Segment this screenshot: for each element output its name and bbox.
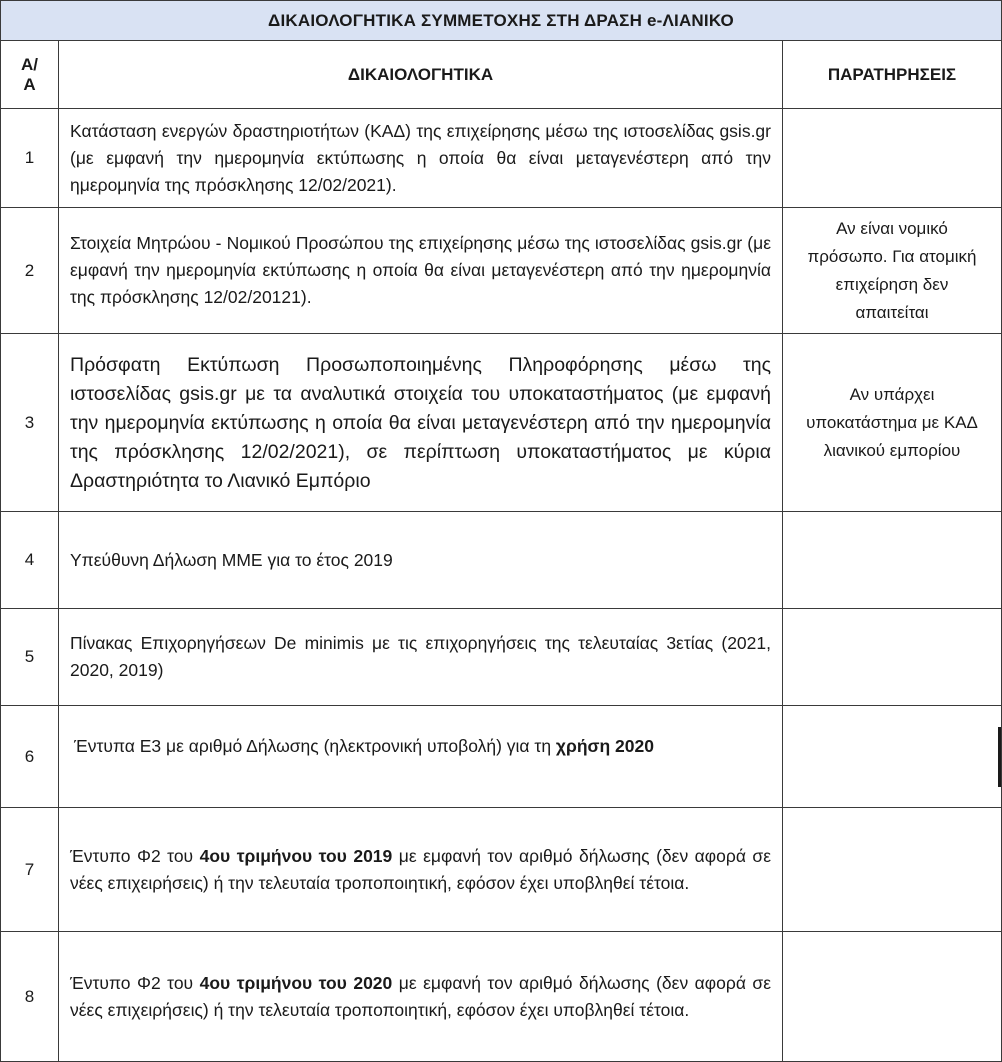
header-remarks: ΠΑΡΑΤΗΡΗΣΕΙΣ (783, 41, 1002, 109)
row-number: 8 (1, 932, 59, 1062)
row-document-text: Υπεύθυνη Δήλωση ΜΜΕ για το έτος 2019 (59, 512, 783, 609)
row-remark (783, 808, 1002, 932)
row-remark (783, 932, 1002, 1062)
table-row (1, 706, 1002, 808)
row-document-text (59, 932, 783, 1062)
row-number: 6 (1, 706, 59, 808)
table-title: ΔΙΚΑΙΟΛΟΓΗΤΙΚΑ ΣΥΜΜΕΤΟΧΗΣ ΣΤΗ ΔΡΑΣΗ e-ΛΙΑΝΙΚΟ (1, 1, 1002, 41)
header-aa (1, 41, 59, 109)
table-row (1, 932, 1002, 1062)
row-document-text (59, 808, 783, 932)
row-remark (783, 109, 1002, 208)
row-remark (783, 609, 1002, 706)
row-remark (783, 512, 1002, 609)
row-document-text: Πρόσφατη Εκτύπωση Προσωποποιημένης Πληροφόρησης μέσω της ιστοσελίδας gsis.gr με τα αναλυτικά στοιχεία του υποκαταστήματος (με εμφανή την ημερομηνία εκτύπωσης η οποία θα είναι μεταγενέστερη από την ημερομηνία της πρόσκλησης 12/02/2021), σε περίπτωση υποκαταστήματος με κύρια Δραστηριότητα το Λιανικό Εμπόριο (59, 334, 783, 512)
header-aa-line2: Α (23, 74, 36, 94)
table-row (1, 208, 1002, 334)
row-document-text: Πίνακας Επιχορηγήσεων De minimis με τις επιχορηγήσεις της τελευταίας 3ετίας (2021, 2020, 2019) (59, 609, 783, 706)
row-remark (783, 706, 1002, 808)
row-number: 5 (1, 609, 59, 706)
row-text-end: με εμφανή τον αριθμό δήλωσης (δεν αφορά σε νέες επιχειρήσεις) ή την τελευταία τροποποιητική, εφόσον έχει υποβληθεί τέτοια. (70, 845, 772, 893)
row-text-emphasis: χρήση 2020 (555, 736, 654, 756)
row-number: 2 (1, 208, 59, 334)
row-text-start: Έντυπα Ε3 με αριθμό Δήλωσης (ηλεκτρονική υποβολή) για τη (74, 736, 556, 756)
header-row (1, 41, 1002, 109)
header-documents: ΔΙΚΑΙΟΛΟΓΗΤΙΚΑ (59, 41, 783, 109)
row-text-end: με εμφανή τον αριθμό δήλωσης (δεν αφορά σε νέες επιχειρήσεις) ή την τελευταία τροποποιητική, εφόσον έχει υποβληθεί τέτοια. (70, 972, 772, 1020)
row-number: 1 (1, 109, 59, 208)
row-text-start: Έντυπο Φ2 του (70, 972, 200, 993)
table-row (1, 512, 1002, 609)
row-number: 4 (1, 512, 59, 609)
table-row (1, 334, 1002, 512)
row-document-text: Στοιχεία Μητρώου - Νομικού Προσώπου της επιχείρησης μέσω της ιστοσελίδας gsis.gr (με εμφανή την ημερομηνία εκτύπωσης η οποία θα είναι μεταγενέστερη από την ημερομηνία της πρόσκλησης 12/02/20121). (59, 208, 783, 334)
row-remark: Αν υπάρχει υποκατάστημα με ΚΑΔ λιανικού εμπορίου (783, 334, 1002, 512)
row-text-start: Έντυπο Φ2 του (70, 845, 200, 866)
page-edge-mark (998, 727, 1001, 787)
row-document-text (59, 706, 783, 808)
row-text-emphasis: 4ου τριμήνου του 2019 (199, 845, 393, 866)
title-row (1, 1, 1002, 41)
table-row (1, 808, 1002, 932)
row-document-text: Κατάσταση ενεργών δραστηριοτήτων (ΚΑΔ) της επιχείρησης μέσω της ιστοσελίδας gsis.gr (με εμφανή την ημερομηνία εκτύπωσης η οποία θα είναι μεταγενέστερη από την ημερομηνία της πρόσκλησης 12/02/2021). (59, 109, 783, 208)
row-remark: Αν είναι νομικό πρόσωπο. Για ατομική επιχείρηση δεν απαιτείται (783, 208, 1002, 334)
table-row (1, 109, 1002, 208)
row-number: 7 (1, 808, 59, 932)
row-text-emphasis: 4ου τριμήνου του 2020 (199, 972, 393, 993)
table-row (1, 609, 1002, 706)
row-number: 3 (1, 334, 59, 512)
header-aa-line1: Α/ (21, 54, 38, 74)
